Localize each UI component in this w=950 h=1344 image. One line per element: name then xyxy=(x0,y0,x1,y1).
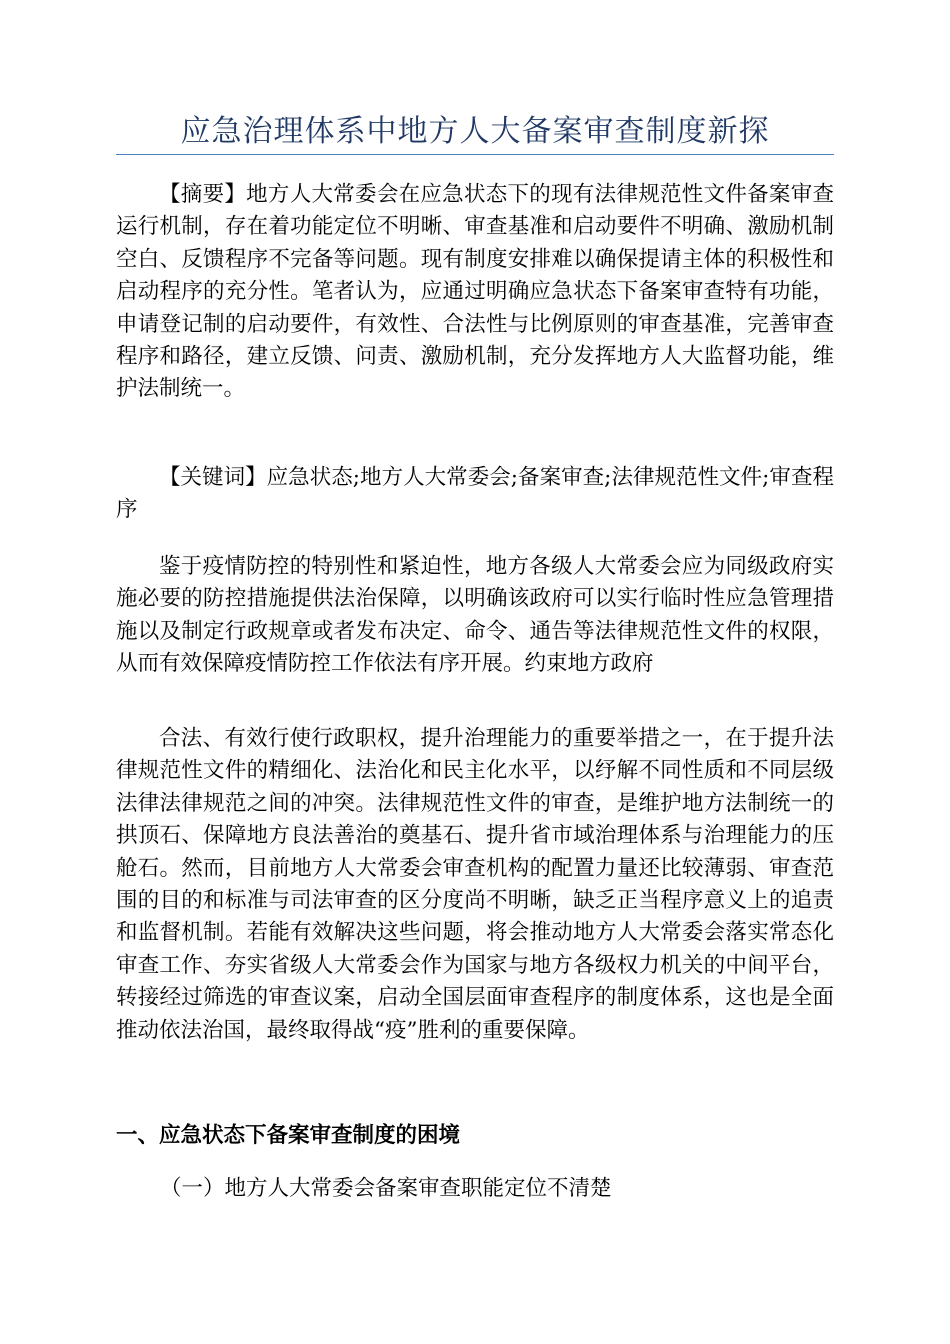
document-title: 应急治理体系中地方人大备案审查制度新探 xyxy=(180,114,770,149)
body-paragraph-1: 鉴于疫情防控的特别性和紧迫性，地方各级人大常委会应为同级政府实施必要的防控措施提供法治保障，以明确该政府可以实行临时性应急管理措施以及制定行政规章或者发布决定、命令、通告等法律规范性文件的权限，从而有效保障疫情防控工作依法有序开展。约束地方政府 xyxy=(116,554,834,677)
abstract-paragraph: 【摘要】地方人大常委会在应急状态下的现有法律规范性文件备案审查运行机制，存在着功能定位不明晰、审查基准和启动要件不明确、激励机制空白、反馈程序不完备等问题。现有制度安排难以确保提请主体的积极性和启动程序的充分性。笔者认为，应通过明确应急状态下备案审查特有功能，申请登记制的启动要件，有效性、合法性与比例原则的审查基准，完善审查程序和路径，建立反馈、问责、激励机制，充分发挥地方人大监督功能，维护法制统一。 xyxy=(116,182,834,402)
keywords-paragraph: 【关键词】应急状态;地方人大常委会;备案审查;法律规范性文件;审查程序 xyxy=(116,465,834,523)
body-paragraph-2: 合法、有效行使行政职权，提升治理能力的重要举措之一，在于提升法律规范性文件的精细化、法治化和民主化水平，以纾解不同性质和不同层级法律法律规范之间的冲突。法律规范性文件的审查，是维护地方法制统一的拱顶石、保障地方良法善治的奠基石、提升省市域治理体系与治理能力的压舱石。然而，目前地方人大常委会审查机构的配置力量还比较薄弱、审查范围的目的和标准与司法审查的区分度尚不明晰，缺乏正当程序意义上的追责和监督机制。若能有效解决这些问题，将会推动地方人大常委会落实常态化审查工作、夯实省级人大常委会作为国家与地方各级权力机关的中间平台，转接经过筛选的审查议案，启动全国层面审查程序的制度体系，这也是全面推动依法治国，最终取得战“疫”胜利的重要保障。 xyxy=(116,726,834,1043)
section-heading: 一、应急状态下备案审查制度的困境 xyxy=(116,1123,461,1148)
subsection-heading: （一）地方人大常委会备案审查职能定位不清楚 xyxy=(160,1176,612,1201)
title-underline-rule xyxy=(116,154,834,155)
